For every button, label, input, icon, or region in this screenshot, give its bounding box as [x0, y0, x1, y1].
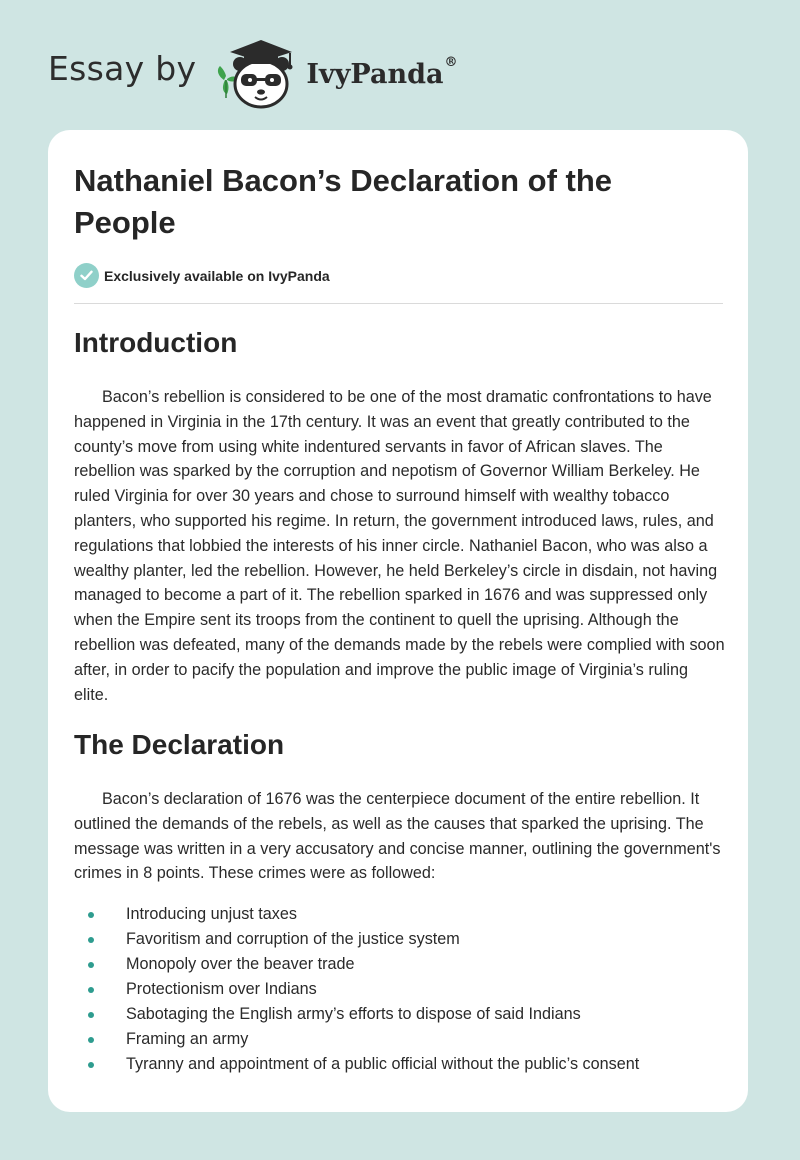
essay-by-label: Essay by: [48, 48, 197, 88]
list-item: Introducing unjust taxes: [74, 902, 639, 927]
crimes-list: [74, 902, 639, 1077]
page-title: Nathaniel Bacon’s Declaration of the People: [74, 163, 613, 240]
bullet-icon: [88, 1062, 94, 1068]
bullet-icon: [88, 1012, 94, 1018]
exclusive-label: Exclusively available on IvyPanda: [104, 267, 330, 284]
list-item: Protectionism over Indians: [74, 977, 639, 1002]
registered-mark: ®: [444, 54, 458, 70]
essay-card: [48, 130, 748, 1112]
brand-name[interactable]: IvyPanda®: [306, 54, 458, 90]
section-heading-declaration: The Declaration: [74, 729, 285, 760]
list-item: Favoritism and corruption of the justice system: [74, 927, 639, 952]
panda-graduate-icon[interactable]: [210, 34, 302, 110]
bullet-icon: [88, 987, 94, 993]
bullet-icon: [88, 912, 94, 918]
bullet-icon: [88, 937, 94, 943]
introduction-paragraph: Bacon’s rebellion is considered to be one of the most dramatic confrontations to have happened in Virginia in the 17th century. It was an event that greatly contributed to the county’s move from using white indentured servants in favor of African slaves. The rebellion was sparked by the corruption and nepotism of Governor William Berkeley. He ruled Virginia for over 30 years and chose to surround himself with wealthy tobacco planters, who supported his regime. In return, the government introduced laws, rules, and regulations that lobbied the interests of his inner circle. Nathaniel Bacon, who was also a wealthy planter, led the rebellion. However, he held Berkeley’s circle in disdain, not having managed to become a part of it. The rebellion sparked in 1676 and was suppressed only when the Empire sent its troops from the continent to quell the uprising. Although the rebellion was defeated, many of the demands made by the rebels were complied with soon after, in order to pacify the population and improve the public image of Virginia’s ruling elite.: [74, 388, 725, 704]
bullet-icon: [88, 1037, 94, 1043]
exclusive-badge: [74, 263, 330, 288]
bullet-icon: [88, 962, 94, 968]
section-heading-introduction: Introduction: [74, 327, 238, 358]
check-circle-icon: [74, 263, 99, 288]
list-item: Tyranny and appointment of a public official without the public’s consent: [74, 1052, 639, 1077]
list-item: Sabotaging the English army’s efforts to dispose of said Indians: [74, 1002, 639, 1027]
list-item: Framing an army: [74, 1027, 639, 1052]
divider: [74, 303, 723, 304]
site-header: [48, 34, 457, 110]
list-item: Monopoly over the beaver trade: [74, 952, 639, 977]
declaration-paragraph: Bacon’s declaration of 1676 was the centerpiece document of the entire rebellion. It outlined the demands of the rebels, as well as the causes that sparked the uprising. The message was written in a very accusatory and concise manner, outlining the government's crimes in 8 points. These crimes were as followed:: [74, 790, 721, 883]
